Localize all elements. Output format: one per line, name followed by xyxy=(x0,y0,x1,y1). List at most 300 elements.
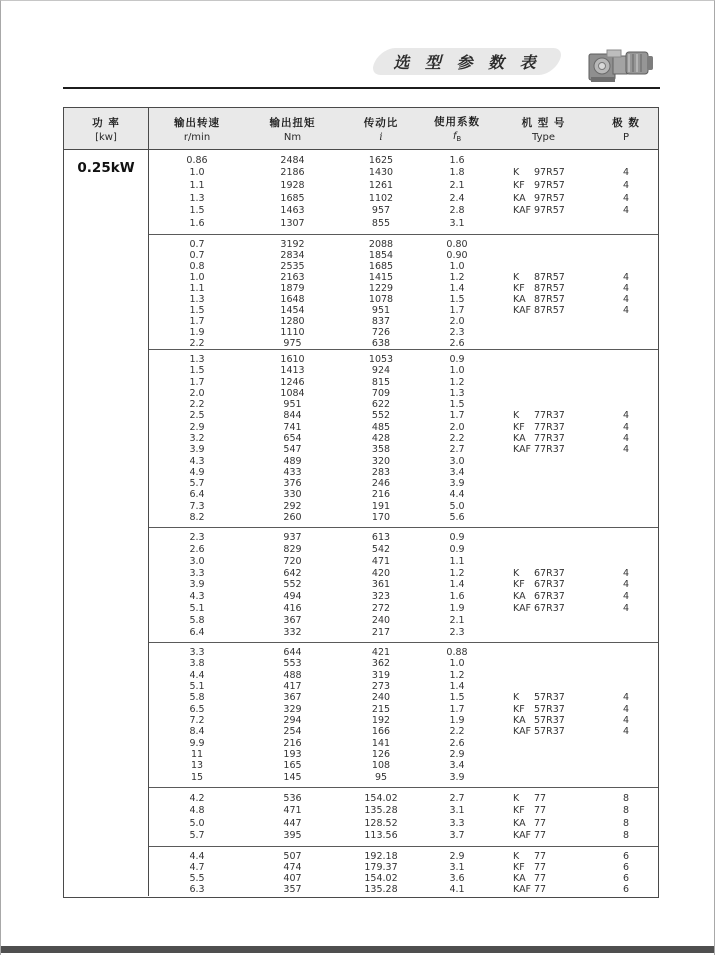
cell-poles: 8 xyxy=(622,792,630,804)
header-output-speed: 输出转速 r/min xyxy=(174,116,220,143)
cell-output-torque: 357 xyxy=(283,884,302,895)
table-row xyxy=(149,294,658,305)
cell-output-torque: 165 xyxy=(283,760,302,772)
cell-output-torque: 951 xyxy=(283,399,302,411)
cell-type xyxy=(492,715,595,726)
cell-output-speed: 3.3 xyxy=(189,647,205,659)
cell-type xyxy=(492,205,595,216)
cell-service-factor: 2.2 xyxy=(449,726,465,738)
cell-service-factor: 3.6 xyxy=(449,873,465,884)
title-rule xyxy=(63,87,660,89)
cell-poles: 6 xyxy=(622,884,630,895)
cell-service-factor: 1.9 xyxy=(449,715,465,727)
cell-output-torque: 474 xyxy=(283,862,302,873)
cell-output-speed: 1.9 xyxy=(189,327,205,338)
header-power: 功 率 [kw] xyxy=(64,108,149,149)
cell-service-factor: 2.1 xyxy=(449,180,465,192)
cell-output-speed: 2.2 xyxy=(189,338,205,349)
table-row xyxy=(149,627,658,638)
cell-ratio: 709 xyxy=(371,387,391,399)
type-model: 77R37 xyxy=(534,432,565,444)
cell-output-speed: 4.8 xyxy=(189,805,205,817)
type-model: 77R37 xyxy=(534,410,565,422)
cell-type xyxy=(492,218,595,229)
cell-output-speed: 1.0 xyxy=(189,272,205,283)
type-prefix: K xyxy=(513,851,520,862)
cell-ratio: 246 xyxy=(371,478,391,490)
cell-type xyxy=(492,489,595,500)
cell-output-speed: 1.3 xyxy=(189,294,205,305)
cell-type xyxy=(492,433,595,444)
cell-ratio: 421 xyxy=(371,647,391,659)
cell-ratio: 622 xyxy=(371,399,391,411)
cell-output-torque: 1307 xyxy=(280,218,305,230)
cell-output-speed: 5.1 xyxy=(189,602,205,614)
cell-service-factor: 3.0 xyxy=(449,455,465,467)
cell-type xyxy=(492,478,595,489)
type-model: 57R37 xyxy=(534,703,565,715)
header-output-torque: 输出扭矩 Nm xyxy=(269,116,316,143)
type-model: 77 xyxy=(534,851,547,862)
type-model: 77 xyxy=(534,792,547,804)
table-row xyxy=(149,579,658,590)
cell-output-speed: 1.7 xyxy=(189,376,205,388)
cell-poles: 6 xyxy=(622,862,630,873)
type-model: 97R57 xyxy=(534,180,565,192)
cell-output-speed: 0.86 xyxy=(186,154,208,166)
cell-output-speed: 7.3 xyxy=(189,500,205,512)
cell-type xyxy=(492,272,595,283)
type-model: 77R37 xyxy=(534,444,565,456)
cell-output-speed: 1.5 xyxy=(189,205,205,217)
type-prefix: KA xyxy=(513,294,526,305)
cell-output-torque: 367 xyxy=(283,614,302,626)
cell-output-torque: 367 xyxy=(283,692,302,704)
page-title: 选 型 参 数 表 xyxy=(393,53,541,72)
cell-output-speed: 1.3 xyxy=(189,354,205,366)
type-model: 67R37 xyxy=(534,591,565,603)
cell-output-speed: 1.1 xyxy=(189,283,205,294)
cell-ratio: 273 xyxy=(371,681,391,693)
cell-service-factor: 4.4 xyxy=(449,489,465,501)
cell-type xyxy=(492,388,595,399)
cell-ratio: 192.18 xyxy=(364,851,398,862)
cell-output-speed: 2.6 xyxy=(189,544,205,556)
cell-type xyxy=(492,544,595,555)
fb-symbol: $f_B$ xyxy=(452,131,462,143)
type-model: 57R37 xyxy=(534,715,565,727)
cell-type xyxy=(492,167,595,178)
cell-type xyxy=(492,647,595,658)
cell-service-factor: 2.2 xyxy=(449,432,465,444)
cell-ratio: 154.02 xyxy=(364,873,398,884)
cell-output-torque: 489 xyxy=(283,455,302,467)
cell-output-speed: 0.7 xyxy=(189,239,205,250)
cell-output-speed: 4.4 xyxy=(189,669,205,681)
cell-type xyxy=(492,365,595,376)
cell-poles: 4 xyxy=(622,591,630,603)
type-prefix: KA xyxy=(513,432,526,444)
table-row xyxy=(149,715,658,726)
cell-type xyxy=(492,456,595,467)
type-model: 77 xyxy=(534,817,547,829)
cell-output-torque: 507 xyxy=(283,851,302,862)
cell-output-speed: 2.3 xyxy=(189,532,205,544)
cell-service-factor: 0.9 xyxy=(449,354,465,366)
cell-output-speed: 5.8 xyxy=(189,614,205,626)
table-row xyxy=(149,738,658,749)
cell-output-torque: 376 xyxy=(283,478,302,490)
table-row xyxy=(149,772,658,783)
type-model: 97R57 xyxy=(534,205,565,217)
cell-poles: 8 xyxy=(622,817,630,829)
cell-output-torque: 1110 xyxy=(280,327,305,338)
table-block xyxy=(149,846,658,896)
cell-service-factor: 2.3 xyxy=(449,327,465,338)
cell-ratio: 135.28 xyxy=(364,884,398,895)
table-row xyxy=(149,239,658,250)
cell-output-speed: 4.9 xyxy=(189,466,205,478)
type-prefix: KAF xyxy=(513,726,532,738)
header-poles: 极 数 P xyxy=(612,116,640,143)
cell-output-speed: 15 xyxy=(190,771,204,783)
cell-output-speed: 3.8 xyxy=(189,658,205,670)
cell-type xyxy=(492,422,595,433)
type-model: 87R57 xyxy=(534,294,565,305)
cell-output-torque: 1084 xyxy=(280,387,305,399)
cell-ratio: 113.56 xyxy=(364,830,398,842)
cell-ratio: 240 xyxy=(371,614,391,626)
type-prefix: KF xyxy=(513,703,525,715)
cell-output-torque: 720 xyxy=(283,555,302,567)
cell-output-torque: 145 xyxy=(283,771,302,783)
type-model: 77 xyxy=(534,884,547,895)
cell-ratio: 1261 xyxy=(368,180,394,192)
cell-ratio: 358 xyxy=(371,444,391,456)
cell-ratio: 141 xyxy=(371,737,391,749)
cell-type xyxy=(492,692,595,703)
cell-type xyxy=(492,738,595,749)
cell-output-speed: 5.7 xyxy=(189,830,205,842)
table-row xyxy=(149,658,658,669)
table-row xyxy=(149,444,658,455)
cell-output-speed: 5.8 xyxy=(189,692,205,704)
type-model: 87R57 xyxy=(534,272,565,283)
cell-output-torque: 1610 xyxy=(280,354,305,366)
cell-output-torque: 1648 xyxy=(280,294,305,305)
table-row xyxy=(149,399,658,410)
type-prefix: K xyxy=(513,167,520,179)
cell-type xyxy=(492,338,595,349)
cell-type xyxy=(492,603,595,614)
cell-service-factor: 4.1 xyxy=(449,884,465,895)
cell-output-torque: 2535 xyxy=(280,261,305,272)
table-row xyxy=(149,568,658,579)
table-row xyxy=(149,250,658,261)
cell-service-factor: 3.3 xyxy=(449,817,465,829)
cell-type xyxy=(492,851,595,862)
table-row xyxy=(149,489,658,500)
cell-output-speed: 5.1 xyxy=(189,681,205,693)
cell-service-factor: 2.7 xyxy=(449,444,465,456)
type-prefix: KA xyxy=(513,817,526,829)
cell-output-torque: 1463 xyxy=(280,205,305,217)
cell-output-speed: 8.2 xyxy=(189,511,205,523)
table-block xyxy=(149,787,658,846)
cell-output-speed: 6.5 xyxy=(189,703,205,715)
cell-type xyxy=(492,818,595,829)
table-row xyxy=(149,532,658,543)
table-row xyxy=(149,805,658,816)
cell-output-torque: 741 xyxy=(283,421,302,433)
cell-service-factor: 1.5 xyxy=(449,294,465,305)
cell-output-torque: 937 xyxy=(283,532,302,544)
cell-service-factor: 0.88 xyxy=(446,647,468,659)
cell-service-factor: 3.1 xyxy=(449,805,465,817)
cell-output-torque: 1413 xyxy=(280,365,305,377)
cell-ratio: 154.02 xyxy=(364,792,398,804)
table-row xyxy=(149,283,658,294)
cell-output-speed: 1.6 xyxy=(189,218,205,230)
gearmotor-photo xyxy=(587,44,655,86)
cell-output-speed: 4.4 xyxy=(189,851,205,862)
cell-type xyxy=(492,283,595,294)
table-row xyxy=(149,433,658,444)
cell-type xyxy=(492,410,595,421)
cell-output-torque: 395 xyxy=(283,830,302,842)
cell-output-speed: 3.9 xyxy=(189,444,205,456)
type-model: 57R37 xyxy=(534,726,565,738)
cell-output-speed: 3.9 xyxy=(189,579,205,591)
cell-output-torque: 829 xyxy=(283,544,302,556)
cell-service-factor: 0.90 xyxy=(446,250,468,261)
cell-output-speed: 5.0 xyxy=(189,817,205,829)
cell-poles: 4 xyxy=(622,692,630,704)
type-model: 97R57 xyxy=(534,167,565,179)
cell-service-factor: 2.7 xyxy=(449,792,465,804)
cell-output-speed: 9.9 xyxy=(189,737,205,749)
type-prefix: KA xyxy=(513,873,526,884)
type-model: 87R57 xyxy=(534,283,565,294)
cell-type xyxy=(492,862,595,873)
table-row xyxy=(149,603,658,614)
header-service-factor: 使用系数 $f_B$ xyxy=(434,116,480,143)
cell-poles: 4 xyxy=(622,305,630,316)
table-row xyxy=(149,422,658,433)
cell-output-speed: 0.8 xyxy=(189,261,205,272)
cell-ratio: 319 xyxy=(371,669,391,681)
table-row xyxy=(149,272,658,283)
cell-ratio: 135.28 xyxy=(364,805,398,817)
type-model: 97R57 xyxy=(534,192,565,204)
cell-service-factor: 2.4 xyxy=(449,192,465,204)
table-row xyxy=(149,180,658,191)
table-row xyxy=(149,155,658,166)
type-model: 77 xyxy=(534,862,547,873)
table-row xyxy=(149,193,658,204)
header-type: 机 型 号 Type xyxy=(521,116,566,143)
page-bottom-band xyxy=(1,946,714,953)
type-prefix: KAF xyxy=(513,884,532,895)
table-row xyxy=(149,544,658,555)
type-prefix: KF xyxy=(513,805,525,817)
cell-output-torque: 417 xyxy=(283,681,302,693)
cell-output-torque: 2186 xyxy=(280,167,305,179)
cell-type xyxy=(492,305,595,316)
cell-output-speed: 4.3 xyxy=(189,591,205,603)
cell-type xyxy=(492,501,595,512)
table-row xyxy=(149,261,658,272)
cell-service-factor: 1.0 xyxy=(449,365,465,377)
cell-output-torque: 2484 xyxy=(280,154,305,166)
cell-output-torque: 552 xyxy=(283,579,302,591)
table-blocks xyxy=(149,150,658,896)
cell-poles: 4 xyxy=(622,272,630,283)
cell-ratio: 428 xyxy=(371,432,391,444)
cell-ratio: 542 xyxy=(371,544,391,556)
cell-service-factor: 2.9 xyxy=(449,749,465,761)
cell-poles: 4 xyxy=(622,703,630,715)
cell-output-torque: 494 xyxy=(283,591,302,603)
cell-type xyxy=(492,556,595,567)
table-row xyxy=(149,501,658,512)
cell-output-speed: 6.3 xyxy=(189,884,205,895)
cell-service-factor: 1.2 xyxy=(449,376,465,388)
table-row xyxy=(149,704,658,715)
cell-type xyxy=(492,327,595,338)
cell-type xyxy=(492,239,595,250)
table-row xyxy=(149,556,658,567)
type-prefix: K xyxy=(513,692,520,704)
cell-ratio: 815 xyxy=(371,376,391,388)
cell-output-speed: 4.2 xyxy=(189,792,205,804)
cell-ratio: 1053 xyxy=(368,354,394,366)
cell-poles: 4 xyxy=(622,444,630,456)
cell-service-factor: 1.5 xyxy=(449,399,465,411)
type-prefix: KF xyxy=(513,862,525,873)
cell-service-factor: 1.7 xyxy=(449,410,465,422)
cell-output-speed: 4.3 xyxy=(189,455,205,467)
cell-ratio: 179.37 xyxy=(364,862,398,873)
table-row xyxy=(149,410,658,421)
cell-output-speed: 2.2 xyxy=(189,399,205,411)
cell-type xyxy=(492,377,595,388)
cell-service-factor: 3.1 xyxy=(449,862,465,873)
cell-ratio: 951 xyxy=(371,305,391,316)
table-row xyxy=(149,218,658,229)
cell-output-speed: 3.2 xyxy=(189,432,205,444)
type-model: 57R37 xyxy=(534,692,565,704)
cell-ratio: 1854 xyxy=(368,250,394,261)
type-prefix: K xyxy=(513,567,520,579)
cell-type xyxy=(492,532,595,543)
cell-ratio: 1415 xyxy=(368,272,394,283)
cell-type xyxy=(492,760,595,771)
cell-poles: 4 xyxy=(622,167,630,179)
cell-output-torque: 216 xyxy=(283,737,302,749)
type-prefix: KAF xyxy=(513,602,532,614)
cell-service-factor: 3.7 xyxy=(449,830,465,842)
cell-ratio: 552 xyxy=(371,410,391,422)
cell-service-factor: 2.9 xyxy=(449,851,465,862)
type-model: 67R37 xyxy=(534,567,565,579)
cell-service-factor: 1.7 xyxy=(449,703,465,715)
table-block xyxy=(149,527,658,642)
cell-output-torque: 332 xyxy=(283,626,302,638)
cell-type xyxy=(492,749,595,760)
cell-output-speed: 13 xyxy=(190,760,204,772)
cell-poles: 6 xyxy=(622,851,630,862)
cell-poles: 4 xyxy=(622,579,630,591)
cell-poles: 4 xyxy=(622,410,630,422)
cell-poles: 6 xyxy=(622,873,630,884)
cell-type xyxy=(492,591,595,602)
cell-service-factor: 2.1 xyxy=(449,614,465,626)
cell-service-factor: 2.0 xyxy=(449,421,465,433)
cell-service-factor: 5.0 xyxy=(449,500,465,512)
cell-output-torque: 260 xyxy=(283,511,302,523)
cell-output-torque: 2163 xyxy=(280,272,305,283)
cell-output-torque: 654 xyxy=(283,432,302,444)
cell-type xyxy=(492,805,595,816)
type-prefix: KF xyxy=(513,180,525,192)
cell-poles: 8 xyxy=(622,830,630,842)
table-row xyxy=(149,615,658,626)
cell-ratio: 170 xyxy=(371,511,391,523)
cell-service-factor: 1.0 xyxy=(449,261,465,272)
cell-ratio: 361 xyxy=(371,579,391,591)
cell-output-torque: 642 xyxy=(283,567,302,579)
power-rating-label: 0.25kW xyxy=(77,160,135,176)
cell-output-speed: 1.5 xyxy=(189,365,205,377)
type-model: 77R37 xyxy=(534,421,565,433)
cell-ratio: 638 xyxy=(371,338,391,349)
cell-service-factor: 2.0 xyxy=(449,316,465,327)
cell-output-torque: 644 xyxy=(283,647,302,659)
cell-type xyxy=(492,615,595,626)
type-prefix: K xyxy=(513,792,520,804)
cell-type xyxy=(492,873,595,884)
cell-service-factor: 3.1 xyxy=(449,218,465,230)
cell-service-factor: 1.6 xyxy=(449,591,465,603)
cell-poles: 4 xyxy=(622,726,630,738)
cell-service-factor: 2.6 xyxy=(449,338,465,349)
header-ratio: 传动比 i xyxy=(363,116,399,143)
cell-ratio: 726 xyxy=(371,327,391,338)
type-prefix: KF xyxy=(513,421,525,433)
table-block xyxy=(149,642,658,787)
type-prefix: K xyxy=(513,410,520,422)
type-model: 77 xyxy=(534,830,547,842)
table-row xyxy=(149,793,658,804)
cell-poles: 4 xyxy=(622,567,630,579)
type-prefix: KA xyxy=(513,591,526,603)
type-prefix: KA xyxy=(513,192,526,204)
cell-poles: 4 xyxy=(622,192,630,204)
table-block xyxy=(149,150,658,234)
cell-output-torque: 1280 xyxy=(280,316,305,327)
cell-service-factor: 5.6 xyxy=(449,511,465,523)
cell-output-torque: 844 xyxy=(283,410,302,422)
table-row xyxy=(149,205,658,216)
cell-poles: 8 xyxy=(622,805,630,817)
table-row xyxy=(149,726,658,737)
cell-type xyxy=(492,793,595,804)
table-row xyxy=(149,478,658,489)
cell-output-torque: 1879 xyxy=(280,283,305,294)
cell-type xyxy=(492,568,595,579)
cell-output-speed: 7.2 xyxy=(189,715,205,727)
